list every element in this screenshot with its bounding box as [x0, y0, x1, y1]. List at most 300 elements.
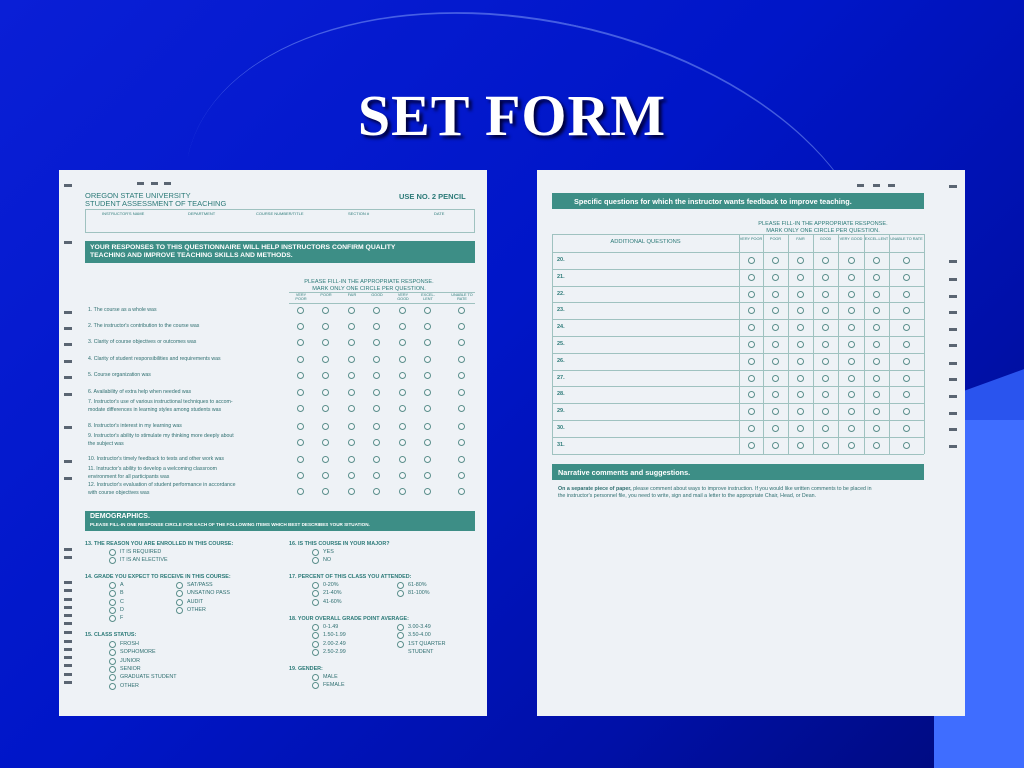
rating-circle[interactable]: [458, 307, 465, 314]
timing-mark: [949, 395, 957, 398]
rating-circle[interactable]: [903, 358, 910, 365]
table-gridline: [552, 386, 924, 387]
rating-circle[interactable]: [903, 274, 910, 281]
rating-circle[interactable]: [399, 488, 406, 495]
scale-label: EXCEL-LENT: [421, 293, 435, 301]
rating-circle[interactable]: [873, 274, 880, 281]
rating-circle[interactable]: [748, 391, 755, 398]
rating-circle[interactable]: [322, 405, 329, 412]
option-label: 3.00-3.49: [408, 624, 431, 630]
response-circle[interactable]: [109, 607, 116, 614]
rating-circle[interactable]: [748, 274, 755, 281]
rating-circle[interactable]: [373, 456, 380, 463]
rating-circle[interactable]: [873, 307, 880, 314]
rating-circle[interactable]: [748, 324, 755, 331]
rating-circle[interactable]: [848, 442, 855, 449]
rating-circle[interactable]: [458, 356, 465, 363]
response-circle[interactable]: [176, 582, 183, 589]
rating-circle[interactable]: [458, 339, 465, 346]
rating-circle[interactable]: [797, 291, 804, 298]
rating-circle[interactable]: [873, 408, 880, 415]
rating-circle[interactable]: [848, 408, 855, 415]
rating-circle[interactable]: [399, 339, 406, 346]
question-number: 21.: [557, 273, 565, 280]
rating-circle[interactable]: [797, 341, 804, 348]
rating-circle[interactable]: [797, 274, 804, 281]
rating-circle[interactable]: [748, 408, 755, 415]
rating-circle[interactable]: [424, 372, 431, 379]
rating-circle[interactable]: [903, 257, 910, 264]
rating-circle[interactable]: [797, 358, 804, 365]
rating-circle[interactable]: [873, 257, 880, 264]
rating-circle[interactable]: [797, 324, 804, 331]
timing-mark: [64, 311, 72, 314]
response-circle[interactable]: [176, 590, 183, 597]
rating-circle[interactable]: [322, 456, 329, 463]
rating-circle[interactable]: [848, 291, 855, 298]
rating-circle[interactable]: [748, 307, 755, 314]
question-number: 22.: [557, 290, 565, 297]
rating-circle[interactable]: [748, 375, 755, 382]
timing-mark: [64, 581, 72, 584]
response-circle[interactable]: [397, 641, 404, 648]
option-label: 2.50-2.99: [323, 648, 346, 655]
option-label: UNSAT/NO PASS: [187, 590, 230, 597]
rating-circle[interactable]: [458, 472, 465, 479]
response-circle[interactable]: [109, 615, 116, 622]
course-label: COURSE NUMBER/TITLE: [256, 211, 304, 216]
rating-circle[interactable]: [822, 408, 829, 415]
response-circle[interactable]: [397, 590, 404, 597]
response-circle[interactable]: [312, 682, 319, 689]
rating-circle[interactable]: [848, 358, 855, 365]
rating-circle[interactable]: [424, 356, 431, 363]
timing-mark: [64, 614, 72, 617]
rating-circle[interactable]: [848, 307, 855, 314]
rating-circle[interactable]: [748, 341, 755, 348]
rating-circle[interactable]: [297, 405, 304, 412]
narrative-instructions: [558, 486, 872, 499]
rating-circle[interactable]: [848, 425, 855, 432]
rating-circle[interactable]: [903, 408, 910, 415]
rating-circle[interactable]: [373, 356, 380, 363]
response-circle[interactable]: [312, 549, 319, 556]
rating-circle[interactable]: [399, 439, 406, 446]
option-label: 2.00-2.49: [323, 640, 346, 647]
scale-label: VERY GOOD: [397, 293, 409, 301]
table-gridline: [552, 454, 924, 455]
rating-circle[interactable]: [822, 358, 829, 365]
rating-circle[interactable]: [373, 372, 380, 379]
demographics-title: DEMOGRAPHICS.: [90, 513, 150, 520]
rating-circle[interactable]: [797, 257, 804, 264]
header-fields-box: [85, 209, 475, 233]
rating-circle[interactable]: [797, 307, 804, 314]
scale-label: UNABLE TO RATE: [890, 237, 923, 241]
timing-mark: [949, 311, 957, 314]
rating-circle[interactable]: [348, 488, 355, 495]
rating-circle[interactable]: [873, 358, 880, 365]
narrative-banner: Narrative comments and suggestions.: [552, 464, 924, 480]
rating-circle[interactable]: [373, 423, 380, 430]
quality-banner: [85, 241, 475, 263]
timing-mark: [64, 598, 72, 601]
rating-circle[interactable]: [322, 356, 329, 363]
banner-line: YOUR RESPONSES TO THIS QUESTIONNAIRE WILL HELP INSTRUCTORS CONFIRM QUALITY: [90, 244, 396, 251]
table-gridline: [552, 252, 924, 253]
response-instructions: [733, 221, 913, 234]
rating-circle[interactable]: [297, 389, 304, 396]
rating-circle[interactable]: [797, 375, 804, 382]
rating-circle[interactable]: [458, 456, 465, 463]
rating-circle[interactable]: [822, 442, 829, 449]
rating-circle[interactable]: [399, 423, 406, 430]
rating-circle[interactable]: [903, 391, 910, 398]
timing-mark: [949, 260, 957, 263]
rating-circle[interactable]: [322, 423, 329, 430]
rating-circle[interactable]: [399, 356, 406, 363]
rating-circle[interactable]: [348, 439, 355, 446]
rating-circle[interactable]: [848, 274, 855, 281]
rating-circle[interactable]: [772, 408, 779, 415]
option-label: IT IS REQUIRED: [120, 549, 162, 555]
response-circle[interactable]: [312, 624, 319, 631]
scale-rule: [289, 303, 475, 304]
rating-circle[interactable]: [772, 391, 779, 398]
rating-circle[interactable]: [424, 472, 431, 479]
rating-circle[interactable]: [772, 291, 779, 298]
rating-circle[interactable]: [399, 307, 406, 314]
response-circle[interactable]: [109, 590, 116, 597]
rating-circle[interactable]: [348, 356, 355, 363]
rating-circle[interactable]: [848, 257, 855, 264]
rating-circle[interactable]: [797, 391, 804, 398]
rating-circle[interactable]: [322, 488, 329, 495]
rating-circle[interactable]: [373, 439, 380, 446]
rating-circle[interactable]: [772, 341, 779, 348]
rating-circle[interactable]: [322, 339, 329, 346]
option-label: 1ST QUARTER: [408, 641, 446, 647]
rating-circle[interactable]: [822, 391, 829, 398]
scale-label: POOR: [320, 293, 332, 297]
rating-circle[interactable]: [297, 339, 304, 346]
question-heading: 15. CLASS STATUS:: [85, 632, 137, 638]
timing-mark: [64, 656, 72, 659]
timing-mark: [64, 460, 72, 463]
demographics-banner: [85, 511, 475, 531]
rating-circle[interactable]: [903, 442, 910, 449]
rating-circle[interactable]: [322, 439, 329, 446]
banner-line: TEACHING AND IMPROVE TEACHING SKILLS AND METHODS.: [90, 252, 293, 259]
rating-circle[interactable]: [873, 375, 880, 382]
timing-mark: [64, 360, 72, 363]
timing-mark: [64, 393, 72, 396]
response-circle[interactable]: [109, 674, 116, 681]
question-number: 30.: [557, 425, 565, 431]
rating-circle[interactable]: [373, 472, 380, 479]
rating-circle[interactable]: [373, 307, 380, 314]
rating-circle[interactable]: [297, 323, 304, 330]
question-text: 7. Instructor's use of various instructional techniques to accom-: [88, 399, 233, 405]
rating-circle[interactable]: [903, 324, 910, 331]
rating-circle[interactable]: [772, 274, 779, 281]
rating-circle[interactable]: [424, 488, 431, 495]
question-number: 24.: [557, 324, 565, 331]
rating-circle[interactable]: [424, 389, 431, 396]
timing-mark: [949, 278, 957, 281]
response-circle[interactable]: [109, 641, 116, 648]
response-circle[interactable]: [397, 582, 404, 589]
rating-circle[interactable]: [772, 257, 779, 264]
rating-circle[interactable]: [424, 439, 431, 446]
rating-circle[interactable]: [903, 425, 910, 432]
rating-circle[interactable]: [373, 389, 380, 396]
rating-circle[interactable]: [848, 324, 855, 331]
instructor-name-label: INSTRUCTOR'S NAME: [102, 211, 145, 216]
timing-mark: [949, 412, 957, 415]
rating-circle[interactable]: [458, 423, 465, 430]
question-heading: 19. GENDER:: [289, 666, 323, 672]
response-circle[interactable]: [312, 674, 319, 681]
response-circle[interactable]: [109, 549, 116, 556]
rating-circle[interactable]: [297, 307, 304, 314]
rating-circle[interactable]: [399, 472, 406, 479]
rating-circle[interactable]: [348, 405, 355, 412]
rating-circle[interactable]: [797, 408, 804, 415]
rating-circle[interactable]: [748, 291, 755, 298]
rating-circle[interactable]: [348, 323, 355, 330]
rating-circle[interactable]: [772, 307, 779, 314]
option-label: SOPHOMORE: [120, 649, 156, 656]
response-circle[interactable]: [312, 599, 319, 606]
response-circle[interactable]: [312, 590, 319, 597]
response-circle[interactable]: [312, 641, 319, 648]
rating-circle[interactable]: [322, 323, 329, 330]
rating-circle[interactable]: [424, 339, 431, 346]
rating-circle[interactable]: [903, 375, 910, 382]
university-name: OREGON STATE UNIVERSITY: [85, 191, 191, 200]
response-circle[interactable]: [397, 632, 404, 639]
rating-circle[interactable]: [772, 442, 779, 449]
question-number: 25.: [557, 341, 565, 347]
rating-circle[interactable]: [748, 425, 755, 432]
rating-circle[interactable]: [373, 339, 380, 346]
rating-circle[interactable]: [822, 324, 829, 331]
form-code: [87, 703, 88, 708]
rating-circle[interactable]: [873, 341, 880, 348]
rating-circle[interactable]: [458, 488, 465, 495]
rating-circle[interactable]: [903, 341, 910, 348]
response-circle[interactable]: [109, 599, 116, 606]
rating-circle[interactable]: [873, 391, 880, 398]
rating-circle[interactable]: [297, 372, 304, 379]
rating-circle[interactable]: [399, 389, 406, 396]
table-gridline: [924, 234, 925, 454]
rating-circle[interactable]: [797, 442, 804, 449]
instruction-line: PLEASE FILL-IN THE APPROPRIATE RESPONSE.: [304, 279, 434, 285]
table-gridline: [552, 302, 924, 303]
rating-circle[interactable]: [903, 307, 910, 314]
timing-mark: [64, 640, 72, 643]
rating-circle[interactable]: [373, 488, 380, 495]
rating-circle[interactable]: [348, 389, 355, 396]
rating-circle[interactable]: [748, 257, 755, 264]
set-form-back-page: [537, 170, 965, 716]
rating-circle[interactable]: [873, 291, 880, 298]
response-circle[interactable]: [109, 582, 116, 589]
question-number: 31.: [557, 441, 565, 448]
rating-circle[interactable]: [297, 423, 304, 430]
rating-circle[interactable]: [873, 425, 880, 432]
rating-circle[interactable]: [322, 389, 329, 396]
rating-circle[interactable]: [848, 375, 855, 382]
question-text: 10. Instructor's timely feedback to tests and other work was: [88, 456, 224, 462]
response-circle[interactable]: [312, 632, 319, 639]
additional-questions-table: [552, 234, 924, 454]
timing-mark: [64, 648, 72, 651]
scale-label: FAIR: [347, 293, 357, 297]
response-circle[interactable]: [397, 624, 404, 631]
table-gridline: [552, 437, 924, 438]
timing-mark: [64, 631, 72, 634]
timing-mark: [64, 556, 72, 559]
response-circle[interactable]: [109, 649, 116, 656]
rating-circle[interactable]: [348, 472, 355, 479]
instruction-line: MARK ONLY ONE CIRCLE PER QUESTION.: [312, 285, 426, 292]
rating-circle[interactable]: [458, 323, 465, 330]
rating-circle[interactable]: [822, 307, 829, 314]
rating-circle[interactable]: [424, 456, 431, 463]
timing-mark: [949, 344, 957, 347]
question-number: 20.: [557, 257, 565, 263]
rating-circle[interactable]: [458, 372, 465, 379]
rating-circle[interactable]: [772, 358, 779, 365]
question-text: 1. The course as a whole was: [88, 307, 157, 313]
table-gridline: [552, 420, 924, 421]
rating-circle[interactable]: [297, 356, 304, 363]
rating-circle[interactable]: [822, 375, 829, 382]
question-text: environment for all participants was: [88, 474, 170, 480]
narrative-lead: On a separate piece of paper,: [558, 486, 632, 492]
narrative-text: the instructor's personnel file, you need to write, sign and mail a letter to the appropriate Chair, Head, or Dean.: [558, 492, 817, 499]
timing-mark: [949, 328, 957, 331]
scale-label: VERY POOR: [739, 237, 763, 241]
option-label: 61-80%: [408, 582, 427, 588]
rating-circle[interactable]: [399, 405, 406, 412]
response-circle[interactable]: [109, 557, 116, 564]
rating-circle[interactable]: [297, 439, 304, 446]
rating-circle[interactable]: [399, 323, 406, 330]
question-heading: 17. PERCENT OF THIS CLASS YOU ATTENDED:: [289, 574, 412, 580]
rating-circle[interactable]: [848, 391, 855, 398]
rating-circle[interactable]: [424, 323, 431, 330]
response-circle[interactable]: [176, 599, 183, 606]
rating-circle[interactable]: [297, 472, 304, 479]
question-heading: 18. YOUR OVERALL GRADE POINT AVERAGE:: [289, 616, 409, 622]
rating-circle[interactable]: [348, 456, 355, 463]
response-circle[interactable]: [109, 658, 116, 665]
question-text: 8. Instructor's interest in my learning was: [88, 423, 182, 429]
option-label: 1.50-1.99: [323, 632, 346, 639]
rating-circle[interactable]: [797, 425, 804, 432]
scale-label: EXCEL-LENT: [864, 237, 889, 241]
rating-circle[interactable]: [458, 389, 465, 396]
rating-circle[interactable]: [748, 358, 755, 365]
rating-circle[interactable]: [322, 472, 329, 479]
question-text: 11. Instructor's ability to develop a welcoming classroom: [88, 466, 217, 472]
rating-circle[interactable]: [822, 274, 829, 281]
pencil-note: USE NO. 2 PENCIL: [399, 192, 466, 201]
rating-circle[interactable]: [458, 439, 465, 446]
specific-questions-banner: Specific questions for which the instructor wants feedback to improve teaching.: [552, 193, 924, 209]
response-circle[interactable]: [109, 666, 116, 673]
rating-circle[interactable]: [399, 456, 406, 463]
rating-circle[interactable]: [848, 341, 855, 348]
rating-circle[interactable]: [458, 405, 465, 412]
timing-mark: [137, 182, 144, 185]
response-circle[interactable]: [109, 683, 116, 690]
rating-circle[interactable]: [873, 442, 880, 449]
response-circle[interactable]: [312, 557, 319, 564]
rating-circle[interactable]: [297, 488, 304, 495]
rating-circle[interactable]: [373, 323, 380, 330]
rating-circle[interactable]: [348, 423, 355, 430]
rating-circle[interactable]: [873, 324, 880, 331]
timing-mark: [64, 622, 72, 625]
timing-mark: [64, 589, 72, 592]
rating-circle[interactable]: [822, 291, 829, 298]
rating-circle[interactable]: [772, 375, 779, 382]
response-circle[interactable]: [312, 582, 319, 589]
rating-circle[interactable]: [373, 405, 380, 412]
option-label: OTHER: [187, 606, 206, 613]
scale-label: POOR: [769, 237, 782, 241]
option-label: C: [120, 598, 124, 605]
response-circle[interactable]: [176, 607, 183, 614]
response-circle[interactable]: [312, 649, 319, 656]
option-label: IT IS AN ELECTIVE: [120, 557, 168, 563]
rating-circle[interactable]: [348, 307, 355, 314]
rating-circle[interactable]: [322, 372, 329, 379]
rating-circle[interactable]: [822, 257, 829, 264]
rating-circle[interactable]: [424, 423, 431, 430]
question-text: 4. Clarity of student responsibilities and requirements was: [88, 356, 221, 362]
timing-mark: [64, 673, 72, 676]
rating-circle[interactable]: [348, 339, 355, 346]
table-gridline: [552, 336, 924, 337]
rating-circle[interactable]: [297, 456, 304, 463]
rating-circle[interactable]: [399, 372, 406, 379]
timing-mark: [64, 664, 72, 667]
option-label: F: [120, 615, 124, 622]
option-label: AUDIT: [187, 598, 204, 605]
rating-circle[interactable]: [903, 291, 910, 298]
scale-rule: [289, 292, 475, 293]
timing-mark: [949, 428, 957, 431]
rating-circle[interactable]: [424, 405, 431, 412]
rating-circle[interactable]: [322, 307, 329, 314]
rating-circle[interactable]: [772, 425, 779, 432]
rating-circle[interactable]: [822, 341, 829, 348]
rating-circle[interactable]: [424, 307, 431, 314]
option-label: STUDENT: [408, 649, 434, 655]
rating-circle[interactable]: [772, 324, 779, 331]
option-label: NO: [323, 557, 332, 563]
instruction-line: PLEASE FILL-IN THE APPROPRIATE RESPONSE.: [758, 221, 888, 227]
rating-circle[interactable]: [748, 442, 755, 449]
rating-circle[interactable]: [822, 425, 829, 432]
rating-circle[interactable]: [348, 372, 355, 379]
